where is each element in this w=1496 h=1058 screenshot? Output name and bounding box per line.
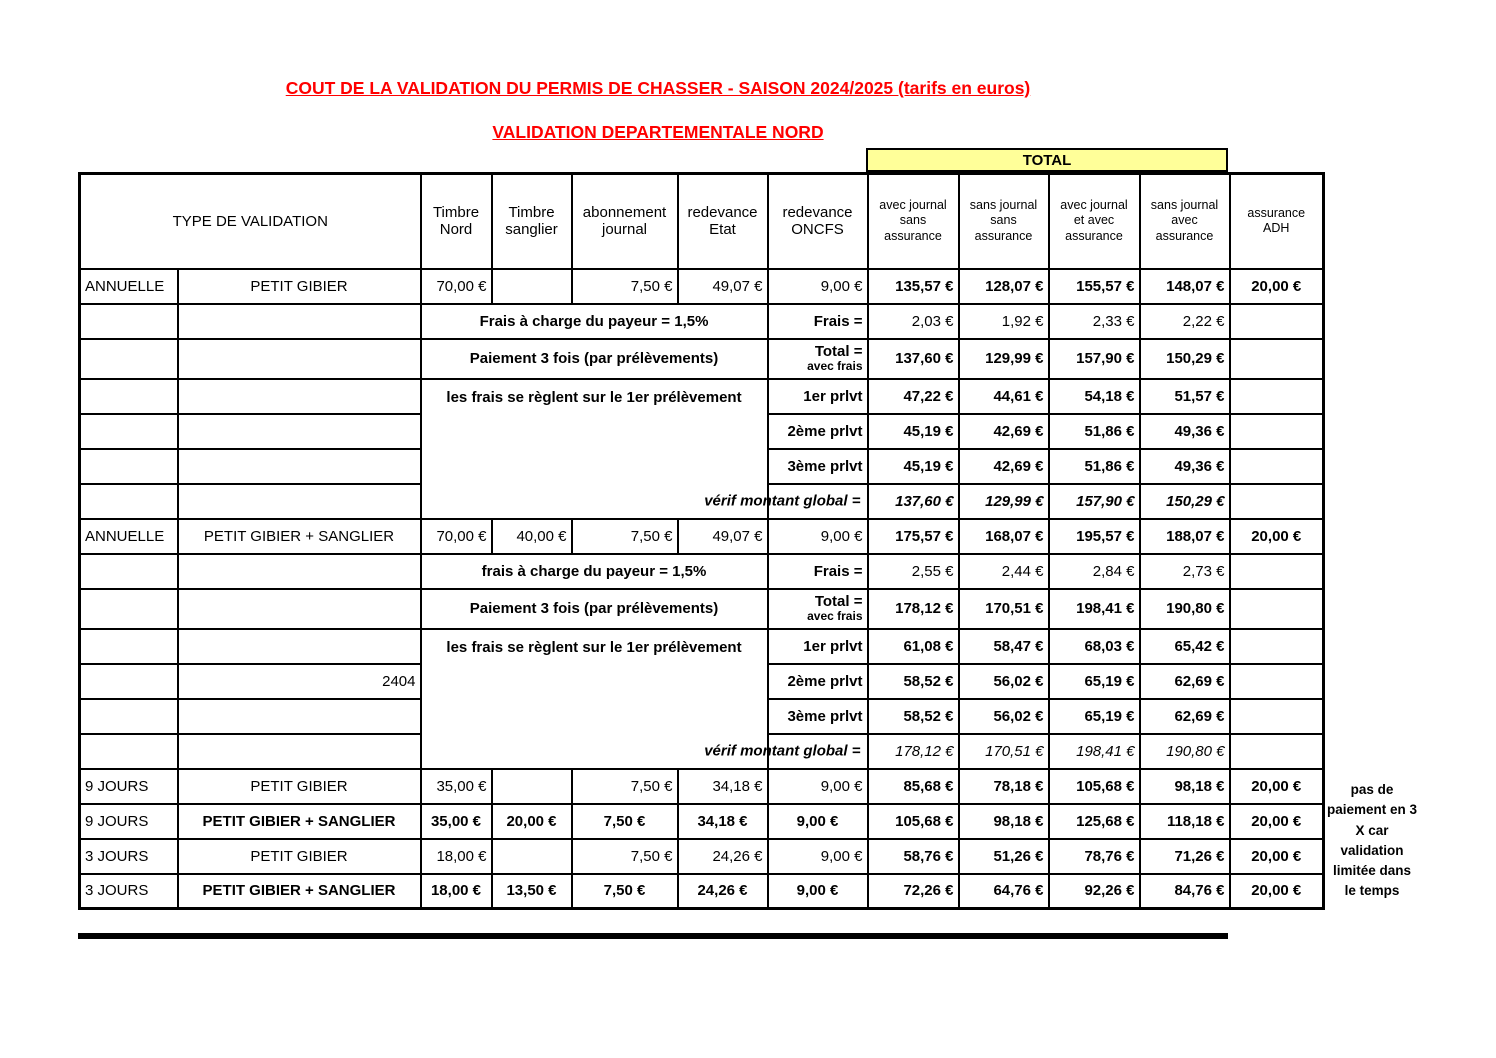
cell-total: 84,76 €	[1140, 874, 1230, 909]
cell-verif: 157,90 €	[1049, 484, 1140, 519]
cell-p1: 51,57 €	[1140, 379, 1230, 414]
cell-total: 98,18 €	[1140, 769, 1230, 804]
cell-crossed-out	[1230, 449, 1324, 484]
cell-p2: 58,52 €	[868, 664, 959, 699]
cell-total: 51,26 €	[959, 839, 1049, 874]
cell-total: 72,26 €	[868, 874, 959, 909]
cell-p3: 49,36 €	[1140, 449, 1230, 484]
block2-paiement-row	[80, 589, 1324, 629]
block1-frais-row	[80, 304, 1324, 339]
header-abonnement-journal: abonnement journal	[572, 174, 678, 269]
cell-abonnement: 7,50 €	[572, 874, 678, 909]
cell-total-frais: 170,51 €	[959, 589, 1049, 629]
cell-total: 188,07 €	[1140, 519, 1230, 554]
cell-empty	[1230, 484, 1324, 519]
cell-p1: 68,03 €	[1049, 629, 1140, 664]
total-eq-text: Total =	[814, 592, 863, 610]
row-3jours-petit-gibier	[80, 839, 1324, 874]
cell-empty	[1230, 664, 1324, 699]
cell-total: 92,26 €	[1049, 874, 1140, 909]
cell-crossed-out	[1230, 414, 1324, 449]
cell-period: ANNUELLE	[80, 269, 178, 304]
cell-abonnement: 7,50 €	[572, 519, 678, 554]
header-timbre-nord: Timbre Nord	[421, 174, 492, 269]
cell-redevance-oncfs: 9,00 €	[768, 874, 868, 909]
cell-total: 105,68 €	[868, 804, 959, 839]
cell-frais: 2,33 €	[1049, 304, 1140, 339]
cell-empty	[1230, 629, 1324, 664]
cell-timbre-nord: 70,00 €	[421, 519, 492, 554]
cell-p1: 65,42 €	[1140, 629, 1230, 664]
cell-assurance-adh: 20,00 €	[1230, 839, 1324, 874]
cell-empty	[80, 339, 178, 379]
cell-redevance-etat: 24,26 €	[678, 874, 768, 909]
cell-redevance-oncfs: 9,00 €	[768, 839, 868, 874]
cell-empty	[1230, 339, 1324, 379]
block2-frais-row	[80, 554, 1324, 589]
bottom-rule	[78, 933, 1228, 939]
cell-empty	[178, 379, 421, 414]
cell-verif: 150,29 €	[1140, 484, 1230, 519]
cell-period: ANNUELLE	[80, 519, 178, 554]
cell-redevance-etat: 34,18 €	[678, 769, 768, 804]
reglement-label: les frais se règlent sur le 1er prélèvement	[446, 638, 742, 656]
cell-total: 135,57 €	[868, 269, 959, 304]
cell-total: 128,07 €	[959, 269, 1049, 304]
header-total-col-4: sans journal avec assurance	[1140, 174, 1230, 269]
block1-paiement-row	[80, 339, 1324, 379]
cell-crossed-out	[1230, 379, 1324, 414]
cell-total: 105,68 €	[1049, 769, 1140, 804]
header-type: TYPE DE VALIDATION	[80, 174, 421, 269]
frais-charge-label: frais à charge du payeur = 1,5%	[421, 554, 768, 589]
p3-label: 3ème prlvt	[768, 699, 868, 734]
cell-assurance-adh: 20,00 €	[1230, 519, 1324, 554]
cell-empty	[80, 449, 178, 484]
cell-period: 3 JOURS	[80, 874, 178, 909]
cell-total: 195,57 €	[1049, 519, 1140, 554]
cell-frais: 2,22 €	[1140, 304, 1230, 339]
cell-total: 85,68 €	[868, 769, 959, 804]
paiement3-label: Paiement 3 fois (par prélèvements)	[421, 589, 768, 629]
total-banner: TOTAL	[866, 148, 1228, 172]
p3-label: 3ème prlvt	[768, 449, 868, 484]
cell-redevance-etat: 34,18 €	[678, 804, 768, 839]
header-redevance-oncfs: redevance ONCFS	[768, 174, 868, 269]
cell-frais: 2,55 €	[868, 554, 959, 589]
cell-empty	[1230, 699, 1324, 734]
cell-total-frais: 178,12 €	[868, 589, 959, 629]
cell-p2: 65,19 €	[1049, 664, 1140, 699]
cell-verif: 198,41 €	[1049, 734, 1140, 769]
cell-empty	[1230, 554, 1324, 589]
frais-eq-label: Frais =	[768, 554, 868, 589]
cell-empty	[1230, 589, 1324, 629]
total-avec-frais-label	[768, 589, 868, 629]
tariff-table	[78, 172, 1325, 910]
cell-period: 3 JOURS	[80, 839, 178, 874]
cell-empty	[1230, 304, 1324, 339]
cell-p3: 62,69 €	[1140, 699, 1230, 734]
cell-total: 78,18 €	[959, 769, 1049, 804]
cell-redevance-oncfs: 9,00 €	[768, 769, 868, 804]
cell-total: 168,07 €	[959, 519, 1049, 554]
cell-total: 125,68 €	[1049, 804, 1140, 839]
cell-timbre-sanglier: 13,50 €	[492, 874, 572, 909]
cell-assurance-adh: 20,00 €	[1230, 769, 1324, 804]
cell-abonnement: 7,50 €	[572, 839, 678, 874]
cell-empty	[80, 304, 178, 339]
cell-redevance-oncfs: 9,00 €	[768, 269, 868, 304]
header-timbre-sanglier: Timbre sanglier	[492, 174, 572, 269]
cell-assurance-adh: 20,00 €	[1230, 874, 1324, 909]
cell-verif: 137,60 €	[868, 484, 959, 519]
row-9jours-petit-gibier-sanglier	[80, 804, 1324, 839]
doc-title: COUT DE LA VALIDATION DU PERMIS DE CHASSER - SAISON 2024/2025 (tarifs en euros)	[285, 78, 1031, 98]
verif-label: vérif montant global =	[704, 492, 861, 510]
cell-timbre-sanglier	[492, 269, 572, 304]
cell-timbre-nord: 70,00 €	[421, 269, 492, 304]
cell-type: PETIT GIBIER + SANGLIER	[178, 804, 421, 839]
cell-frais: 2,73 €	[1140, 554, 1230, 589]
cell-frais: 2,84 €	[1049, 554, 1140, 589]
cell-p3: 45,19 €	[868, 449, 959, 484]
cell-empty	[80, 629, 178, 664]
block2-p1-row	[80, 629, 1324, 664]
cell-p2: 62,69 €	[1140, 664, 1230, 699]
cell-total: 71,26 €	[1140, 839, 1230, 874]
cell-total: 64,76 €	[959, 874, 1049, 909]
cell-empty	[178, 734, 421, 769]
cell-type: PETIT GIBIER	[178, 839, 421, 874]
cell-redevance-etat: 49,07 €	[678, 269, 768, 304]
cell-p1: 47,22 €	[868, 379, 959, 414]
cell-period: 9 JOURS	[80, 804, 178, 839]
cell-empty	[178, 304, 421, 339]
cell-redevance-oncfs: 9,00 €	[768, 804, 868, 839]
row-3jours-petit-gibier-sanglier	[80, 874, 1324, 909]
cell-type: PETIT GIBIER	[178, 769, 421, 804]
cell-p3: 58,52 €	[868, 699, 959, 734]
block1-main-row	[80, 269, 1324, 304]
cell-empty	[80, 699, 178, 734]
cell-p2: 42,69 €	[959, 414, 1049, 449]
total-eq-text: Total =	[814, 342, 863, 360]
header-total-col-3: avec journal et avec assurance	[1049, 174, 1140, 269]
cell-total-frais: 129,99 €	[959, 339, 1049, 379]
cell-total: 118,18 €	[1140, 804, 1230, 839]
cell-p3: 51,86 €	[1049, 449, 1140, 484]
cell-timbre-nord: 35,00 €	[421, 769, 492, 804]
cell-total-frais: 198,41 €	[1049, 589, 1140, 629]
cell-empty	[80, 414, 178, 449]
cell-abonnement: 7,50 €	[572, 769, 678, 804]
cell-p1: 54,18 €	[1049, 379, 1140, 414]
cell-verif: 178,12 €	[868, 734, 959, 769]
cell-p2: 56,02 €	[959, 664, 1049, 699]
cell-total-frais: 157,90 €	[1049, 339, 1140, 379]
verif-label-cell	[704, 484, 868, 519]
header-assurance-adh: assurance ADH	[1230, 174, 1324, 269]
cell-p3: 65,19 €	[1049, 699, 1140, 734]
cell-code: 2404	[178, 664, 421, 699]
paiement3-label: Paiement 3 fois (par prélèvements)	[421, 339, 768, 379]
cell-empty	[178, 449, 421, 484]
frais-charge-label: Frais à charge du payeur = 1,5%	[421, 304, 768, 339]
cell-frais: 2,44 €	[959, 554, 1049, 589]
cell-p3: 56,02 €	[959, 699, 1049, 734]
cell-timbre-nord: 18,00 €	[421, 874, 492, 909]
cell-total: 78,76 €	[1049, 839, 1140, 874]
frais-eq-label: Frais =	[768, 304, 868, 339]
cell-redevance-oncfs: 9,00 €	[768, 519, 868, 554]
header-redevance-etat: redevance Etat	[678, 174, 768, 269]
cell-total: 98,18 €	[959, 804, 1049, 839]
cell-type: PETIT GIBIER + SANGLIER	[178, 874, 421, 909]
cell-period: 9 JOURS	[80, 769, 178, 804]
cell-empty	[80, 484, 178, 519]
p1-label: 1er prlvt	[768, 379, 868, 414]
cell-total-frais: 190,80 €	[1140, 589, 1230, 629]
cell-total-frais: 137,60 €	[868, 339, 959, 379]
cell-abonnement: 7,50 €	[572, 804, 678, 839]
cell-total: 155,57 €	[1049, 269, 1140, 304]
cell-p1: 58,47 €	[959, 629, 1049, 664]
cell-timbre-nord: 35,00 €	[421, 804, 492, 839]
header-total-col-1: avec journal sans assurance	[868, 174, 959, 269]
cell-assurance-adh: 20,00 €	[1230, 269, 1324, 304]
cell-empty	[178, 484, 421, 519]
cell-p1: 61,08 €	[868, 629, 959, 664]
reglement-label: les frais se règlent sur le 1er prélèvement	[446, 388, 742, 406]
cell-frais: 1,92 €	[959, 304, 1049, 339]
cell-frais: 2,03 €	[868, 304, 959, 339]
cell-empty	[80, 589, 178, 629]
total-avec-frais-label	[768, 339, 868, 379]
row-9jours-petit-gibier	[80, 769, 1324, 804]
cell-empty	[178, 554, 421, 589]
cell-verif: 190,80 €	[1140, 734, 1230, 769]
cell-empty	[178, 629, 421, 664]
block1-p1-row	[80, 379, 1324, 414]
doc-subtitle: VALIDATION DEPARTEMENTALE NORD	[492, 122, 824, 142]
cell-timbre-sanglier	[492, 769, 572, 804]
cell-empty	[178, 414, 421, 449]
p2-label: 2ème prlvt	[768, 414, 868, 449]
cell-empty	[178, 589, 421, 629]
cell-empty	[80, 734, 178, 769]
cell-empty	[80, 379, 178, 414]
p1-label: 1er prlvt	[768, 629, 868, 664]
cell-verif: 170,51 €	[959, 734, 1049, 769]
cell-p1: 44,61 €	[959, 379, 1049, 414]
cell-total-frais: 150,29 €	[1140, 339, 1230, 379]
cell-p2: 49,36 €	[1140, 414, 1230, 449]
cell-timbre-nord: 18,00 €	[421, 839, 492, 874]
verif-label: vérif montant global =	[704, 742, 861, 760]
header-total-col-2: sans journal sans assurance	[959, 174, 1049, 269]
cell-empty	[178, 699, 421, 734]
cell-total: 58,76 €	[868, 839, 959, 874]
cell-verif: 129,99 €	[959, 484, 1049, 519]
cell-abonnement: 7,50 €	[572, 269, 678, 304]
cell-total: 175,57 €	[868, 519, 959, 554]
cell-total: 148,07 €	[1140, 269, 1230, 304]
avec-frais-text: avec frais	[807, 359, 863, 374]
side-note: pas de paiement en 3 X car validation limitée dans le temps	[1326, 782, 1418, 899]
cell-empty	[80, 664, 178, 699]
cell-p2: 51,86 €	[1049, 414, 1140, 449]
cell-p2: 45,19 €	[868, 414, 959, 449]
avec-frais-text: avec frais	[807, 609, 863, 624]
cell-redevance-etat: 49,07 €	[678, 519, 768, 554]
block2-main-row	[80, 519, 1324, 554]
p2-label: 2ème prlvt	[768, 664, 868, 699]
cell-assurance-adh: 20,00 €	[1230, 804, 1324, 839]
cell-timbre-sanglier: 20,00 €	[492, 804, 572, 839]
header-row	[80, 174, 1324, 269]
cell-type: PETIT GIBIER + SANGLIER	[178, 519, 421, 554]
cell-redevance-etat: 24,26 €	[678, 839, 768, 874]
verif-label-cell	[704, 734, 868, 769]
cell-empty	[1230, 734, 1324, 769]
cell-p3: 42,69 €	[959, 449, 1049, 484]
cell-type: PETIT GIBIER	[178, 269, 421, 304]
cell-empty	[178, 339, 421, 379]
cell-timbre-sanglier	[492, 839, 572, 874]
cell-empty	[80, 554, 178, 589]
cell-timbre-sanglier: 40,00 €	[492, 519, 572, 554]
